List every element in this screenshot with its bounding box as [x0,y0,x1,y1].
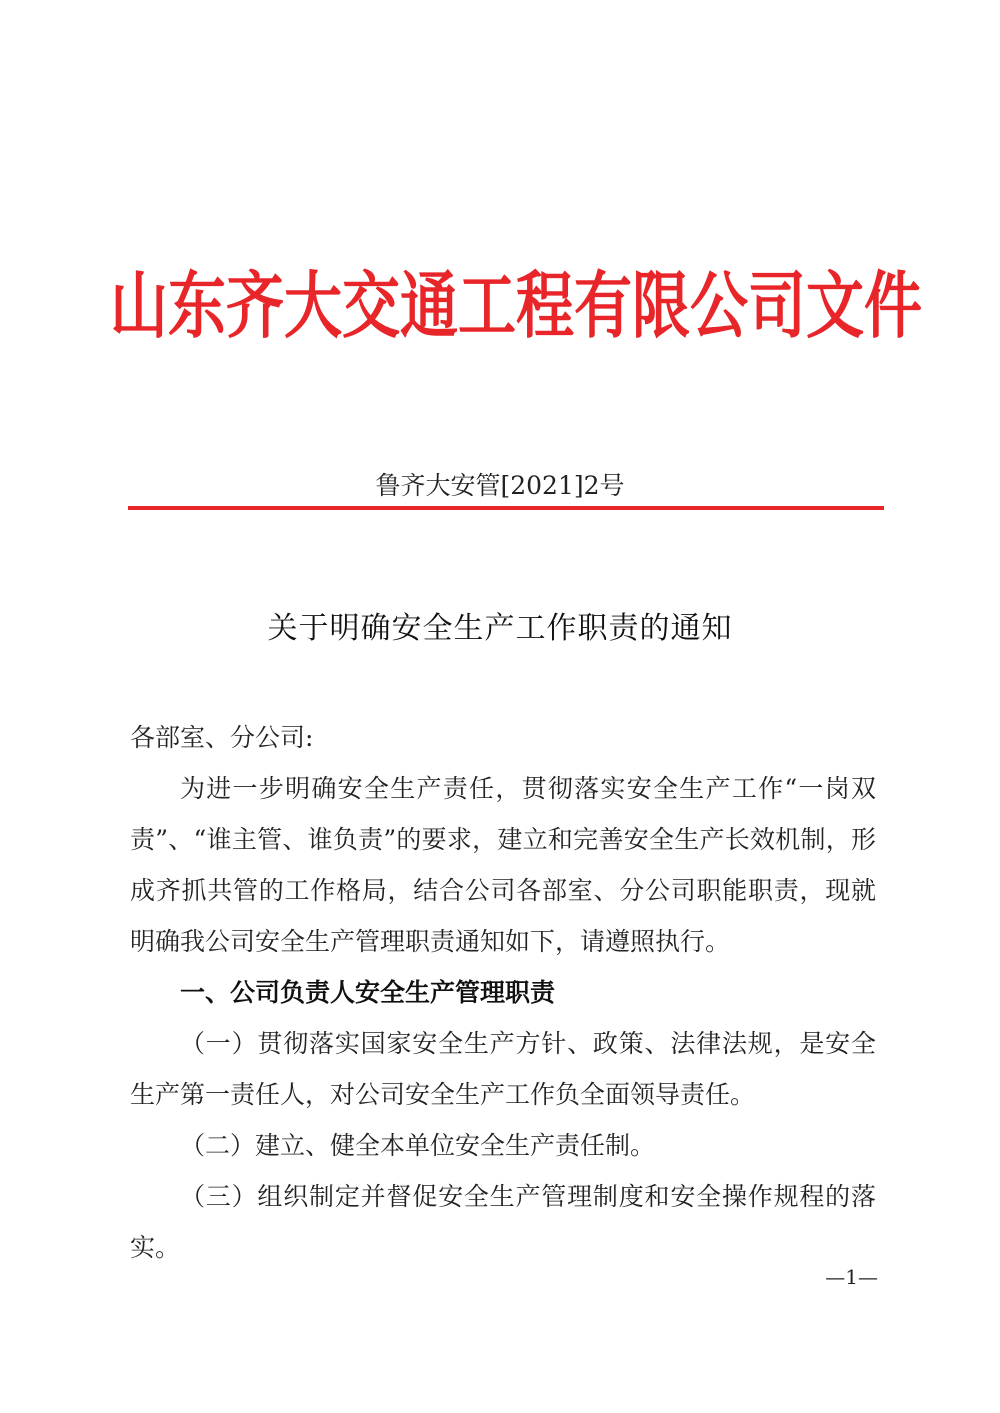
notice-title: 关于明确安全生产工作职责的通知 [267,611,733,646]
list-item: （二）建立、健全本单位安全生产责任制。 [180,1131,656,1160]
section-heading: 一、公司负责人安全生产管理职责 [180,978,556,1007]
intro-paragraph: 为进一步明确安全生产责任，贯彻落实安全生产工作“一岗双责”、“谁主管、谁负责”的要求，建立和完善安全生产长效机制，形成齐抓共管的工作格局，结合公司各部室、分公司职能职责，现就明确我公司安全生产管理职责通知如下，请遵照执行。 [130,774,876,956]
notice-body [130,712,876,1273]
salutation: 各部室、分公司: [130,723,314,752]
page-number: —1— [825,1265,878,1289]
issuer-masthead: 山东齐大交通工程有限公司文件 [110,263,923,349]
red-divider-line [128,506,884,510]
list-item: （三）组织制定并督促安全生产管理制度和安全操作规程的落实。 [130,1182,876,1262]
list-item: （一）贯彻落实国家安全生产方针、政策、法律法规，是安全生产第一责任人，对公司安全生产工作负全面领导责任。 [130,1029,876,1109]
document-number: 鲁齐大安管[2021]2号 [375,471,625,500]
